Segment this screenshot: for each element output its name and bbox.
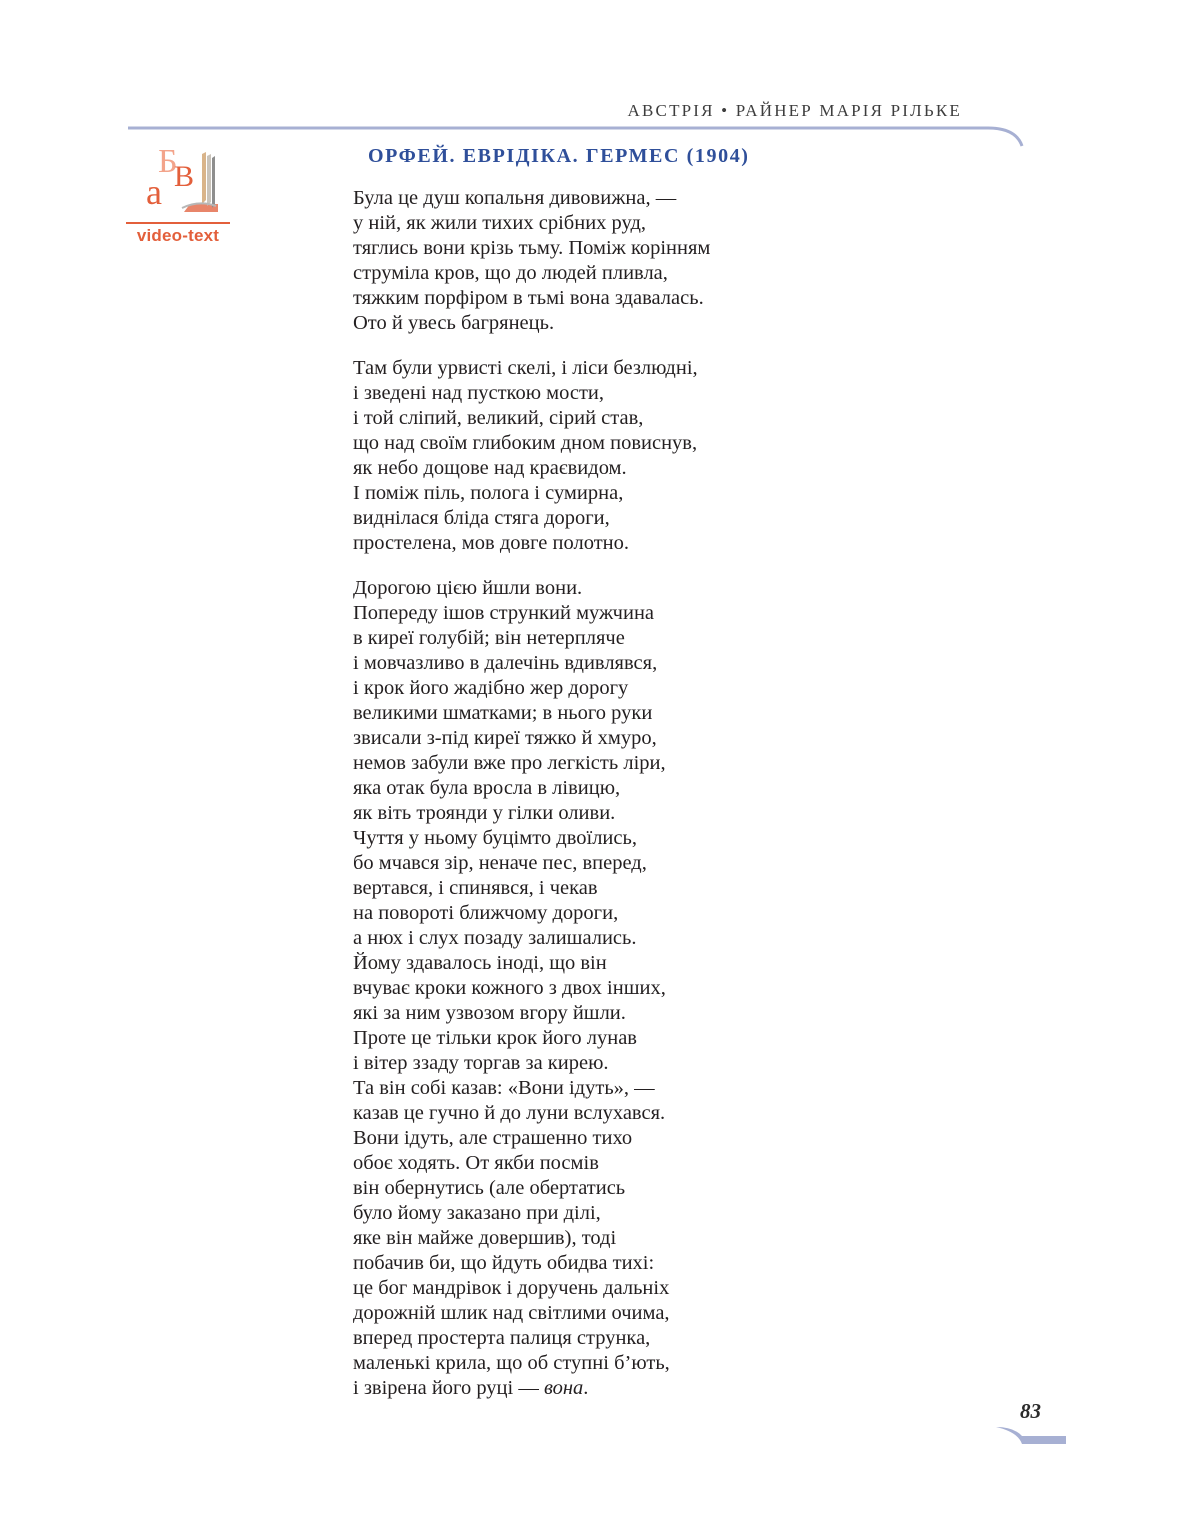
poem-final-line [353,1376,783,1401]
poem-line: і крок його жадібно жер дорогу [353,677,629,699]
final-line-end: . [583,1377,589,1399]
poem-line: обоє ходять. От якби посмів [353,1152,599,1174]
poem-line: він обернутись (але обертатись [353,1177,626,1199]
poem-line: вертався, і спинявся, і чекав [353,877,598,899]
poem-line: струміла кров, що до людей пливла, [353,262,668,284]
poem-line: тяглись вони крізь тьму. Поміж корінням [353,237,711,259]
poem-line: простелена, мов довге полотно. [353,532,629,554]
poem-line: немов забули вже про легкість ліри, [353,752,666,774]
poem-title: ОРФЕЙ. ЕВРІДІКА. ГЕРМЕС (1904) [368,145,750,167]
logo-letter-b: Б [158,143,178,180]
book-letters-icon [144,142,220,218]
stanza-3 [353,576,783,1401]
poem-line: було йому заказано при ділі, [353,1202,601,1224]
poem-line: що над своїм глибоким дном повиснув, [353,432,698,454]
poem-line: звисали з-під киреї тяжко й хмуро, [353,727,657,749]
stanza-1 [353,186,783,336]
video-text-logo[interactable] [126,142,232,246]
poem-line: як небо дощове над краєвидом. [353,457,627,479]
running-header: АВСТРІЯ • РАЙНЕР МАРІЯ РІЛЬКЕ [627,101,962,120]
poem-body [353,186,783,1421]
poem-line: вчуває кроки кожного з двох інших, [353,977,666,999]
poem-line: Та він собі казав: «Вони ідуть», — [353,1077,655,1099]
poem-line: у ній, як жили тихих срібних руд, [353,212,647,234]
poem-line: Була це душ копальня дивовижна, — [353,187,677,209]
stanza-2 [353,356,783,556]
final-line-text: і звірена його руці — [353,1377,544,1399]
poem-line: в киреї голубій; він нетерпляче [353,627,625,649]
poem-line: які за ним узвозом вгору йшли. [353,1002,626,1024]
poem-line: яке він майже довершив), тоді [353,1227,617,1249]
poem-line: казав це гучно й до луни вслухався. [353,1102,666,1124]
poem-line: і той сліпий, великий, сірий став, [353,407,644,429]
poem-line: Там були урвисті скелі, і ліси безлюдні, [353,357,698,379]
poem-line: І поміж піль, полога і сумирна, [353,482,624,504]
poem-line: а нюх і слух позаду залишались. [353,927,637,949]
logo-divider [126,222,230,224]
poem-line: Вони ідуть, але страшенно тихо [353,1127,633,1149]
page-corner-decoration [996,1426,1066,1446]
final-line-italic: вона [543,1377,584,1399]
logo-caption: video-text [136,226,220,245]
poem-line: і вітер ззаду торгав за кирею. [353,1052,609,1074]
page-number: 83 [1020,1399,1041,1423]
poem-line: і мовчазливо в далечінь вдивлявся, [353,652,658,674]
poem-line: виднілася бліда стяга дороги, [353,507,610,529]
poem-line: як віть троянди у гілки оливи. [353,802,616,824]
poem-line: яка отак була вросла в лівицю, [353,777,621,799]
logo-letter-a: а [146,172,162,212]
poem-line: вперед простерта палиця струнка, [353,1327,651,1349]
poem-line: це бог мандрівок і доручень дальніх [353,1277,670,1299]
poem-line: тяжким порфіром в тьмі вона здавалась. [353,287,704,309]
poem-line: великими шматками; в нього руки [353,702,653,724]
poem-line: побачив би, що йдуть обидва тихі: [353,1252,655,1274]
poem-line: Проте це тільки крок його лунав [353,1027,637,1049]
poem-line: на повороті ближчому дороги, [353,902,619,924]
poem-line: бо мчався зір, неначе пес, вперед, [353,852,647,874]
poem-line: Йому здавалось іноді, що він [353,952,607,974]
poem-line: Ото й увесь багрянець. [353,312,555,334]
poem-line: Чуття у ньому буцімто двоїлись, [353,827,637,849]
poem-line: Дорогою цією йшли вони. [353,577,583,599]
poem-line: маленькі крила, що об ступні б’ють, [353,1352,670,1374]
poem-line: і зведені над пусткою мости, [353,382,605,404]
logo-letter-v: В [174,160,195,193]
poem-line: дорожній шлик над світлими очима, [353,1302,670,1324]
poem-line: Попереду ішов стрункий мужчина [353,602,655,624]
